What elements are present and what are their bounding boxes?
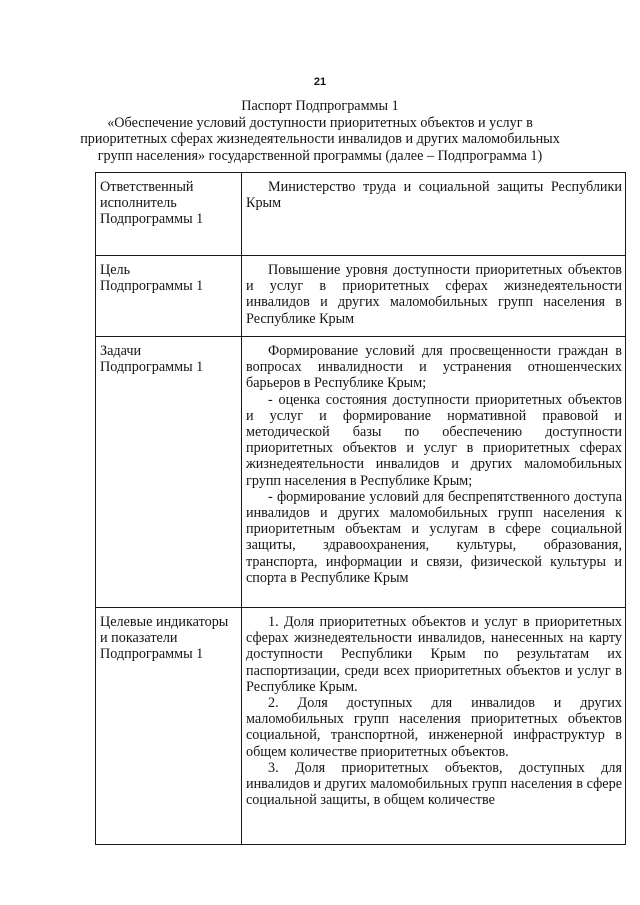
row-value: [242, 608, 626, 845]
value-paragraph: Повышение уровня доступности приоритетных объектов и услуг в приоритетных сферах жизнедеятельности инвалидов и других маломобильных групп населения в Республике Крым: [246, 262, 622, 327]
label-line: Задачи: [100, 343, 142, 359]
value-paragraph: 3. Доля приоритетных объектов, доступных для инвалидов и других маломобильных групп населения в сфере социальной защиты, в общем количестве: [246, 759, 622, 809]
value-paragraph: Формирование условий для просвещенности граждан в вопросах инвалидности и устранения отношенческих барьеров в Республике Крым;: [246, 343, 622, 392]
label-line: исполнитель: [100, 195, 177, 212]
label-line: Подпрограммы 1: [100, 278, 204, 295]
heading-line: приоритетных сферах жизнедеятельности инвалидов и других маломобильных: [80, 131, 560, 148]
label-line: Цель: [100, 262, 131, 278]
page-number: 21: [313, 76, 327, 88]
value-paragraph: 1. Доля приоритетных объектов и услуг в приоритетных сферах жизнедеятельности инвалидов, нанесенных на карту доступности Республики Крым по результатам их паспортизации, среди всех приоритетных объектов и услуг в Республике Крым.: [246, 614, 622, 695]
heading-line: групп населения» государственной программы (далее – Подпрограмма 1): [97, 147, 543, 164]
document-heading: [80, 98, 560, 164]
row-label: [96, 337, 242, 608]
table-row-responsible-executor: [96, 173, 626, 256]
label-line: Целевые индикаторы: [100, 614, 229, 630]
label-line: и показатели: [100, 630, 178, 647]
passport-table: [95, 172, 626, 845]
label-line: Подпрограммы 1: [100, 211, 204, 228]
row-value: [242, 173, 626, 256]
heading-line: «Обеспечение условий доступности приоритетных объектов и услуг в: [107, 114, 533, 131]
value-paragraph: - оценка состояния доступности приоритетных объектов и услуг и формирование нормативной правовой и методической базы по обеспечению доступности приоритетных объектов и услуг в приоритетных сферах жизнедеятельности инвалидов и других маломобильных групп населения в Республике Крым;: [246, 391, 622, 489]
value-paragraph: - формирование условий для беспрепятственного доступа инвалидов и других маломобильных групп населения к приоритетным объектам и услугам в сфере социальной защиты, здравоохранения, культуры, образования, транспорта, информации и связи, физической культуры и спорта в Республике Крым: [246, 488, 622, 586]
table-row-indicators: [96, 608, 626, 845]
value-paragraph: 2. Доля доступных для инвалидов и других маломобильных групп населения приоритетных объектов социальной, транспортной, инженерной инфраструктур в общем количестве приоритетных объектов.: [246, 695, 622, 760]
row-label: [96, 173, 242, 256]
row-label: [96, 256, 242, 337]
table-row-goal: [96, 256, 626, 337]
label-line: Подпрограммы 1: [100, 359, 204, 376]
value-paragraph: Министерство труда и социальной защиты Республики Крым: [246, 179, 622, 212]
row-value: [242, 337, 626, 608]
heading-title: Паспорт Подпрограммы 1: [241, 98, 399, 114]
label-line: Подпрограммы 1: [100, 646, 204, 663]
row-value: [242, 256, 626, 337]
label-line: Ответственный: [100, 179, 194, 195]
row-label: [96, 608, 242, 845]
table-row-tasks: [96, 337, 626, 608]
